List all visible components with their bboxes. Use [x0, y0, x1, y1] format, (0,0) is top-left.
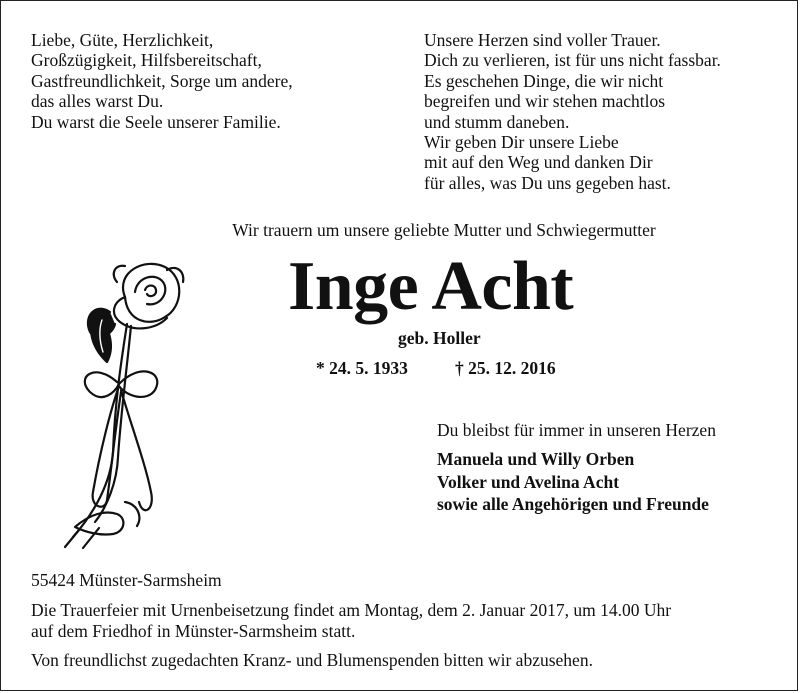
deceased-name: Inge Acht	[288, 248, 574, 325]
rose-icon	[55, 252, 195, 552]
mourner: Manuela und Willy Orben	[437, 449, 635, 469]
death-date: † 25. 12. 2016	[455, 358, 556, 378]
maiden-name: geb. Holler	[398, 328, 481, 348]
poem-line: mit auf den Weg und danken Dir	[424, 152, 653, 173]
poem-line: Gastfreundlichkeit, Sorge um andere,	[31, 70, 293, 91]
address: 55424 Münster-Sarmsheim	[31, 570, 222, 590]
notice-line: auf dem Friedhof in Münster-Sarmsheim statt.	[31, 620, 356, 641]
poem-line: Unsere Herzen sind voller Trauer.	[424, 30, 661, 50]
mourners-list	[437, 448, 709, 516]
poem-line: Liebe, Güte, Herzlichkeit,	[31, 30, 214, 50]
mourner: Volker und Avelina Acht	[437, 471, 620, 492]
poem-line: Dich zu verlieren, ist für uns nicht fassbar.	[424, 50, 721, 71]
mourning-intro: Wir trauern um unsere geliebte Mutter und Schwiegermutter	[232, 220, 656, 240]
poem-line: das alles warst Du.	[31, 91, 164, 112]
poem-line: für alles, was Du uns gegeben hast.	[424, 172, 671, 193]
poem-right	[424, 30, 721, 193]
poem-line: Es geschehen Dinge, die wir nicht	[424, 70, 664, 91]
poem-line: Du warst die Seele unserer Familie.	[31, 111, 281, 132]
poem-line: Großzügigkeit, Hilfsbereitschaft,	[31, 50, 262, 71]
mourner: sowie alle Angehörigen und Freunde	[437, 494, 709, 514]
farewell-line: Du bleibst für immer in unseren Herzen	[437, 420, 716, 440]
poem-line: und stumm daneben.	[424, 111, 570, 132]
birth-date: * 24. 5. 1933	[316, 358, 408, 378]
notice-line: Die Trauerfeier mit Urnenbeisetzung findet am Montag, dem 2. Januar 2017, um 14.00 Uhr	[31, 600, 672, 620]
poem-left	[31, 30, 293, 132]
poem-line: Wir geben Dir unsere Liebe	[424, 132, 619, 153]
funeral-notice	[31, 600, 671, 641]
poem-line: begreifen und wir stehen machtlos	[424, 91, 666, 112]
flowers-note: Von freundlichst zugedachten Kranz- und Blumenspenden bitten wir abzusehen.	[31, 650, 593, 670]
